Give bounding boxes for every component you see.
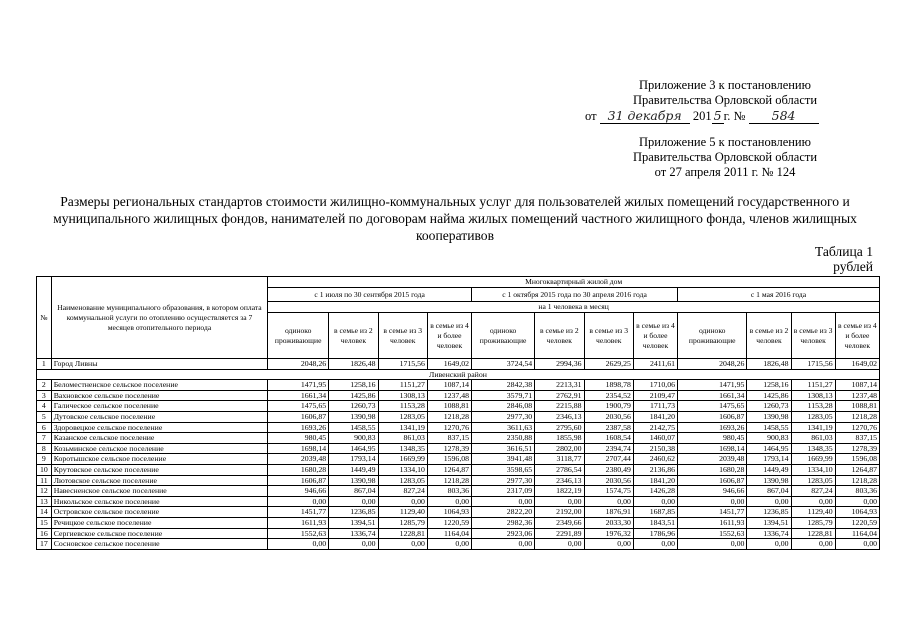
row-number: 15 [37, 517, 52, 528]
value-cell: 1669,99 [791, 454, 835, 465]
value-cell: 1087,14 [427, 380, 471, 391]
header-per-person: на 1 человека в месяц [268, 302, 880, 313]
value-cell: 837,15 [835, 433, 879, 444]
value-cell: 1260,73 [329, 401, 378, 412]
value-cell: 1336,74 [747, 528, 791, 539]
value-cell: 1237,48 [427, 390, 471, 401]
row-number: 12 [37, 486, 52, 497]
value-cell: 0,00 [633, 539, 677, 550]
value-cell: 3616,51 [472, 443, 535, 454]
value-cell: 2994,36 [535, 359, 584, 370]
value-cell: 946,66 [268, 486, 329, 497]
value-cell: 2707,44 [584, 454, 633, 465]
value-cell: 1698,14 [678, 443, 747, 454]
value-cell: 2802,00 [535, 443, 584, 454]
value-cell: 2629,25 [584, 359, 633, 370]
value-cell: 2411,61 [633, 359, 677, 370]
value-cell: 1711,73 [633, 401, 677, 412]
value-cell: 837,15 [427, 433, 471, 444]
municipality-name: Сосновское сельское поселение [51, 539, 268, 550]
value-cell: 1471,95 [268, 380, 329, 391]
value-cell: 0,00 [329, 539, 378, 550]
value-cell: 1270,76 [427, 422, 471, 433]
value-cell: 0,00 [835, 539, 879, 550]
value-cell: 1843,51 [633, 517, 677, 528]
value-cell: 2842,38 [472, 380, 535, 391]
value-cell: 1793,14 [329, 454, 378, 465]
value-cell: 1687,85 [633, 507, 677, 518]
value-cell: 1264,87 [427, 464, 471, 475]
value-cell: 1151,27 [791, 380, 835, 391]
municipality-name: Навесненское сельское поселение [51, 486, 268, 497]
value-cell: 2460,62 [633, 454, 677, 465]
value-cell: 0,00 [472, 496, 535, 507]
value-cell: 2048,26 [268, 359, 329, 370]
row-number: 6 [37, 422, 52, 433]
value-cell: 2150,38 [633, 443, 677, 454]
value-cell: 1841,20 [633, 475, 677, 486]
value-cell: 1900,79 [584, 401, 633, 412]
municipality-name: Город Ливны [51, 359, 268, 370]
value-cell: 803,36 [835, 486, 879, 497]
value-cell: 2030,56 [584, 475, 633, 486]
municipality-name: Беломестненское сельское поселение [51, 380, 268, 391]
value-cell: 2291,89 [535, 528, 584, 539]
district-heading: Ливенский район [37, 369, 880, 380]
value-cell: 1218,28 [427, 475, 471, 486]
table-row [37, 359, 880, 370]
value-cell: 1064,93 [835, 507, 879, 518]
value-cell: 1898,78 [584, 380, 633, 391]
table-number: Таблица 1 [814, 244, 873, 259]
value-cell: 2354,52 [584, 390, 633, 401]
value-cell: 2039,48 [678, 454, 747, 465]
municipality-name: Галическое сельское поселение [51, 401, 268, 412]
row-number: 3 [37, 390, 52, 401]
row-number: 8 [37, 443, 52, 454]
header-p2-col-single: одиноко проживающие [472, 313, 535, 359]
header-p2-col-2: в семье из 2 человек [535, 313, 584, 359]
value-cell: 1088,81 [427, 401, 471, 412]
value-cell: 0,00 [678, 496, 747, 507]
value-cell: 1876,91 [584, 507, 633, 518]
table-row [37, 528, 880, 539]
value-cell: 1334,10 [791, 464, 835, 475]
table-row [37, 454, 880, 465]
value-cell: 867,04 [329, 486, 378, 497]
value-cell: 1285,79 [378, 517, 427, 528]
municipality-name: Дутовское сельское поселение [51, 411, 268, 422]
number-label: № [733, 109, 746, 123]
value-cell: 0,00 [535, 539, 584, 550]
table-row [37, 517, 880, 528]
value-cell: 1611,93 [678, 517, 747, 528]
value-cell: 1715,56 [791, 359, 835, 370]
header-number: № [37, 277, 52, 359]
value-cell: 1151,27 [378, 380, 427, 391]
value-cell: 0,00 [678, 539, 747, 550]
value-cell: 980,45 [268, 433, 329, 444]
value-cell: 0,00 [835, 496, 879, 507]
value-cell: 2215,88 [535, 401, 584, 412]
value-cell: 1552,63 [268, 528, 329, 539]
value-cell: 1475,65 [268, 401, 329, 412]
value-cell: 2349,66 [535, 517, 584, 528]
value-cell: 1826,48 [329, 359, 378, 370]
value-cell: 1228,81 [378, 528, 427, 539]
value-cell: 1390,98 [329, 411, 378, 422]
value-cell: 827,24 [791, 486, 835, 497]
value-cell: 2346,13 [535, 475, 584, 486]
value-cell: 1475,65 [678, 401, 747, 412]
value-cell: 1680,28 [678, 464, 747, 475]
value-cell: 0,00 [329, 496, 378, 507]
value-cell: 1270,76 [835, 422, 879, 433]
value-cell: 1283,05 [791, 475, 835, 486]
value-cell: 1596,08 [427, 454, 471, 465]
table-row [37, 411, 880, 422]
value-cell: 2039,48 [268, 454, 329, 465]
value-cell: 1394,51 [329, 517, 378, 528]
value-cell: 3118,77 [535, 454, 584, 465]
table-row [37, 496, 880, 507]
value-cell: 1336,74 [329, 528, 378, 539]
value-cell: 1264,87 [835, 464, 879, 475]
value-cell: 2795,60 [535, 422, 584, 433]
value-cell: 0,00 [535, 496, 584, 507]
table-row [37, 486, 880, 497]
value-cell: 1258,16 [747, 380, 791, 391]
value-cell: 1661,34 [268, 390, 329, 401]
header-municipality: Наименование муниципального образования, в котором оплата коммунальной услуги по отоплению осуществляется за 7 месяцев отопительного периода [51, 277, 268, 359]
municipality-name: Казанское сельское поселение [51, 433, 268, 444]
value-cell: 2846,08 [472, 401, 535, 412]
value-cell: 803,36 [427, 486, 471, 497]
value-cell: 2977,30 [472, 411, 535, 422]
handwritten-year-digit: 5 [712, 108, 724, 124]
value-cell: 1390,98 [747, 475, 791, 486]
value-cell: 1394,51 [747, 517, 791, 528]
value-cell: 0,00 [427, 539, 471, 550]
row-number: 16 [37, 528, 52, 539]
municipality-name: Вахновское сельское поселение [51, 390, 268, 401]
value-cell: 1348,35 [378, 443, 427, 454]
unit-label: рублей [833, 259, 873, 274]
value-cell: 2977,30 [472, 475, 535, 486]
value-cell: 1278,39 [835, 443, 879, 454]
value-cell: 2982,36 [472, 517, 535, 528]
value-cell: 1793,14 [747, 454, 791, 465]
value-cell: 1680,28 [268, 464, 329, 475]
from-label: от [585, 109, 597, 123]
value-cell: 1449,49 [747, 464, 791, 475]
value-cell: 2213,31 [535, 380, 584, 391]
value-cell: 3724,54 [472, 359, 535, 370]
municipality-name: Здоровецкое сельское поселение [51, 422, 268, 433]
value-cell: 2192,00 [535, 507, 584, 518]
value-cell: 1822,19 [535, 486, 584, 497]
value-cell: 1129,40 [791, 507, 835, 518]
value-cell: 2142,75 [633, 422, 677, 433]
value-cell: 1606,87 [268, 411, 329, 422]
table-row [37, 380, 880, 391]
value-cell: 2786,54 [535, 464, 584, 475]
value-cell: 0,00 [747, 539, 791, 550]
value-cell: 1153,28 [791, 401, 835, 412]
value-cell: 1698,14 [268, 443, 329, 454]
value-cell: 1088,81 [835, 401, 879, 412]
value-cell: 2109,47 [633, 390, 677, 401]
appendix-5-line1: Приложение 5 к постановлению [639, 135, 811, 149]
value-cell: 861,03 [791, 433, 835, 444]
value-cell: 1649,02 [835, 359, 879, 370]
municipality-name: Козьминское сельское поселение [51, 443, 268, 454]
row-number: 4 [37, 401, 52, 412]
table-row [37, 390, 880, 401]
value-cell: 1606,87 [678, 475, 747, 486]
header-p1-col-3: в семье из 3 человек [378, 313, 427, 359]
value-cell: 0,00 [268, 539, 329, 550]
value-cell: 1552,63 [678, 528, 747, 539]
value-cell: 2387,58 [584, 422, 633, 433]
value-cell: 1341,19 [791, 422, 835, 433]
value-cell: 2380,49 [584, 464, 633, 475]
header-p1-col-4: в семье из 4 и более человек [427, 313, 471, 359]
value-cell: 2822,20 [472, 507, 535, 518]
value-cell: 2346,13 [535, 411, 584, 422]
value-cell: 0,00 [378, 496, 427, 507]
value-cell: 900,83 [329, 433, 378, 444]
row-number: 13 [37, 496, 52, 507]
value-cell: 1611,93 [268, 517, 329, 528]
value-cell: 1464,95 [329, 443, 378, 454]
value-cell: 1285,79 [791, 517, 835, 528]
municipality-name: Лютовское сельское поселение [51, 475, 268, 486]
municipality-name: Речицкое сельское поселение [51, 517, 268, 528]
appendix-3-date-line [585, 108, 865, 124]
value-cell: 1606,87 [268, 475, 329, 486]
row-number: 11 [37, 475, 52, 486]
header-p2-col-3: в семье из 3 человек [584, 313, 633, 359]
value-cell: 1449,49 [329, 464, 378, 475]
value-cell: 1693,26 [678, 422, 747, 433]
value-cell: 1220,59 [427, 517, 471, 528]
value-cell: 1283,05 [378, 475, 427, 486]
value-cell: 1458,55 [747, 422, 791, 433]
value-cell: 867,04 [747, 486, 791, 497]
value-cell: 1608,54 [584, 433, 633, 444]
appendix-5-line3: от 27 апреля 2011 г. № 124 [654, 165, 796, 179]
value-cell: 0,00 [747, 496, 791, 507]
header-p1-col-single: одиноко проживающие [268, 313, 329, 359]
row-number: 14 [37, 507, 52, 518]
handwritten-number: 584 [749, 108, 819, 124]
value-cell: 1693,26 [268, 422, 329, 433]
appendix-3-line2: Правительства Орловской области [632, 93, 818, 107]
municipality-name: Крутовское сельское поселение [51, 464, 268, 475]
value-cell: 0,00 [472, 539, 535, 550]
value-cell: 1064,93 [427, 507, 471, 518]
value-cell: 1471,95 [678, 380, 747, 391]
value-cell: 1451,77 [268, 507, 329, 518]
row-number: 10 [37, 464, 52, 475]
header-p1-col-2: в семье из 2 человек [329, 313, 378, 359]
table-row [37, 401, 880, 412]
header-p3-col-2: в семье из 2 человек [747, 313, 791, 359]
value-cell: 2030,56 [584, 411, 633, 422]
value-cell: 946,66 [678, 486, 747, 497]
value-cell: 1308,13 [791, 390, 835, 401]
row-number: 2 [37, 380, 52, 391]
value-cell: 0,00 [791, 539, 835, 550]
value-cell: 1390,98 [747, 411, 791, 422]
value-cell: 2762,91 [535, 390, 584, 401]
row-number: 1 [37, 359, 52, 370]
value-cell: 1669,99 [378, 454, 427, 465]
value-cell: 3941,48 [472, 454, 535, 465]
table-row [37, 507, 880, 518]
value-cell: 1278,39 [427, 443, 471, 454]
value-cell: 1649,02 [427, 359, 471, 370]
value-cell: 1218,28 [835, 475, 879, 486]
table-row [37, 464, 880, 475]
value-cell: 1228,81 [791, 528, 835, 539]
standards-table [36, 276, 880, 550]
header-period-3: с 1 мая 2016 года [678, 288, 880, 302]
row-number: 17 [37, 539, 52, 550]
header-building-type: Многоквартирный жилой дом [268, 277, 880, 288]
value-cell: 0,00 [378, 539, 427, 550]
value-cell: 1236,85 [747, 507, 791, 518]
value-cell: 1129,40 [378, 507, 427, 518]
value-cell: 3611,63 [472, 422, 535, 433]
municipality-name: Сергиевское сельское поселение [51, 528, 268, 539]
municipality-name: Островское сельское поселение [51, 507, 268, 518]
value-cell: 1260,73 [747, 401, 791, 412]
value-cell: 1451,77 [678, 507, 747, 518]
value-cell: 1715,56 [378, 359, 427, 370]
value-cell: 827,24 [378, 486, 427, 497]
row-number: 7 [37, 433, 52, 444]
header-p3-col-4: в семье из 4 и более человек [835, 313, 879, 359]
value-cell: 1308,13 [378, 390, 427, 401]
value-cell: 1153,28 [378, 401, 427, 412]
value-cell: 1425,86 [329, 390, 378, 401]
value-cell: 1334,10 [378, 464, 427, 475]
value-cell: 1283,05 [791, 411, 835, 422]
appendix-5-line2: Правительства Орловской области [632, 150, 818, 164]
header-p3-col-3: в семье из 3 человек [791, 313, 835, 359]
value-cell: 1218,28 [835, 411, 879, 422]
value-cell: 0,00 [268, 496, 329, 507]
value-cell: 1237,48 [835, 390, 879, 401]
value-cell: 3598,65 [472, 464, 535, 475]
value-cell: 1283,05 [378, 411, 427, 422]
value-cell: 2033,30 [584, 517, 633, 528]
municipality-name: Коротышское сельское поселение [51, 454, 268, 465]
value-cell: 1826,48 [747, 359, 791, 370]
value-cell: 1574,75 [584, 486, 633, 497]
value-cell: 0,00 [633, 496, 677, 507]
header-period-1: с 1 июля по 30 сентября 2015 года [268, 288, 472, 302]
value-cell: 0,00 [427, 496, 471, 507]
value-cell: 1220,59 [835, 517, 879, 528]
value-cell: 1710,06 [633, 380, 677, 391]
municipality-name: Никольское сельское поселение [51, 496, 268, 507]
value-cell: 2136,86 [633, 464, 677, 475]
value-cell: 1236,85 [329, 507, 378, 518]
value-cell: 1425,86 [747, 390, 791, 401]
value-cell: 1218,28 [427, 411, 471, 422]
value-cell: 2923,06 [472, 528, 535, 539]
table-label-block [815, 244, 873, 274]
value-cell: 980,45 [678, 433, 747, 444]
value-cell: 1164,04 [835, 528, 879, 539]
value-cell: 1341,19 [378, 422, 427, 433]
row-number: 5 [37, 411, 52, 422]
handwritten-date: 31 декабря [600, 108, 690, 124]
table-row [37, 475, 880, 486]
appendix-3-block [585, 78, 865, 124]
header-p3-col-single: одиноко проживающие [678, 313, 747, 359]
value-cell: 900,83 [747, 433, 791, 444]
year-prefix: 201 [692, 109, 712, 123]
value-cell: 1390,98 [329, 475, 378, 486]
value-cell: 1460,07 [633, 433, 677, 444]
year-suffix: г. [723, 109, 731, 123]
header-period-2: с 1 октября 2015 года по 30 апреля 2016 года [472, 288, 678, 302]
value-cell: 3579,71 [472, 390, 535, 401]
value-cell: 1841,20 [633, 411, 677, 422]
value-cell: 0,00 [584, 496, 633, 507]
table-row [37, 433, 880, 444]
value-cell: 0,00 [584, 539, 633, 550]
value-cell: 2394,74 [584, 443, 633, 454]
appendix-3-line1: Приложение 3 к постановлению [639, 78, 811, 92]
value-cell: 2317,09 [472, 486, 535, 497]
row-number: 9 [37, 454, 52, 465]
value-cell: 1661,34 [678, 390, 747, 401]
appendix-5-block [585, 135, 865, 180]
value-cell: 1464,95 [747, 443, 791, 454]
value-cell: 1596,08 [835, 454, 879, 465]
table-row [37, 422, 880, 433]
value-cell: 1976,32 [584, 528, 633, 539]
table-row [37, 443, 880, 454]
value-cell: 1855,98 [535, 433, 584, 444]
value-cell: 1087,14 [835, 380, 879, 391]
value-cell: 0,00 [791, 496, 835, 507]
document-title: Размеры региональных стандартов стоимости жилищно-коммунальных услуг для пользователей жилых помещений государственного и муниципального жилищных фондов, нанимателей по договорам найма жилых помещений частного жилищного фонда, членов жилищных кооперативов [53, 194, 857, 243]
value-cell: 1786,96 [633, 528, 677, 539]
district-row [37, 369, 880, 380]
table-row [37, 539, 880, 550]
value-cell: 1606,87 [678, 411, 747, 422]
value-cell: 1426,28 [633, 486, 677, 497]
value-cell: 1348,35 [791, 443, 835, 454]
value-cell: 861,03 [378, 433, 427, 444]
value-cell: 2048,26 [678, 359, 747, 370]
value-cell: 1258,16 [329, 380, 378, 391]
header-p2-col-4: в семье из 4 и более человек [633, 313, 677, 359]
value-cell: 1164,04 [427, 528, 471, 539]
value-cell: 1458,55 [329, 422, 378, 433]
value-cell: 2350,88 [472, 433, 535, 444]
